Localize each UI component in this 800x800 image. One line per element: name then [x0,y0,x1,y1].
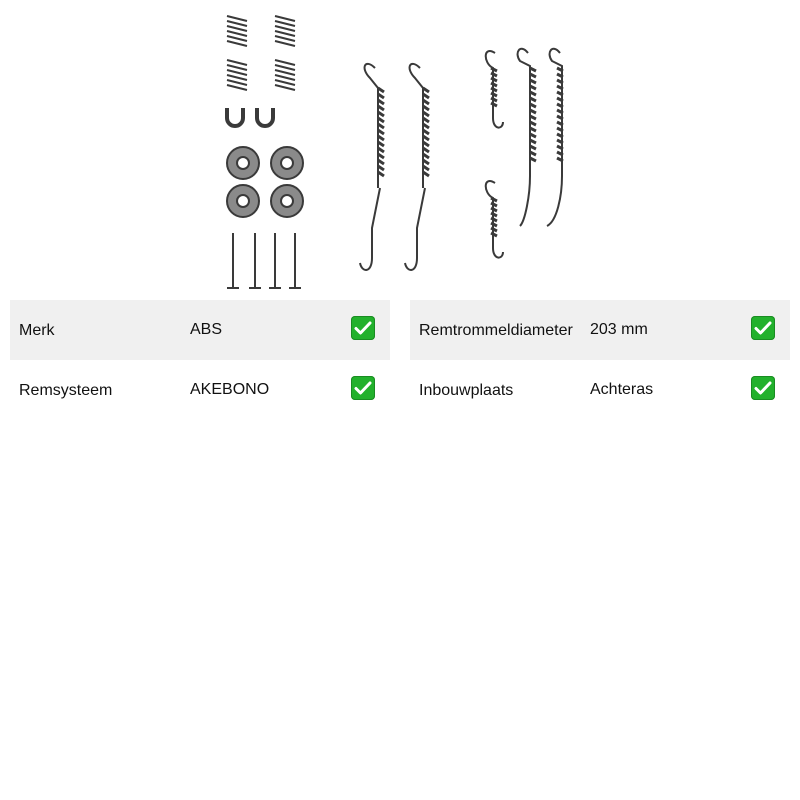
spec-row-inbouwplaats [410,360,790,420]
product-image [215,8,585,293]
spec-label: Remtrommeldiameter [419,322,573,339]
spec-row-remtrommeldiameter [410,300,790,360]
clip-icon [227,108,243,126]
hook-spring-icon [547,49,563,226]
washer-icon [227,147,259,179]
small-spring-icon [227,16,247,46]
pin-icon [289,233,301,288]
clip-icon [257,108,273,126]
small-spring-icon [275,60,295,90]
hook-spring-icon [486,51,503,128]
hook-spring-icon [518,49,536,226]
washer-icon [271,185,303,217]
long-spring-icon [405,64,429,270]
spec-table [10,300,790,420]
spec-value: Achteras [590,381,654,398]
spec-label: Merk [19,322,55,339]
check-icon [351,376,375,400]
spec-value: ABS [190,321,223,338]
pin-icon [227,233,239,288]
washer-icon [227,185,259,217]
check-icon [751,376,775,400]
spec-value: AKEBONO [190,381,270,398]
long-spring-icon [360,64,384,270]
spec-label: Inbouwplaats [419,382,514,399]
washer-icon [271,147,303,179]
spec-value: 203 mm [590,321,648,338]
spec-row-remsysteem [10,360,390,420]
small-spring-icon [275,16,295,46]
check-icon [751,316,775,340]
pin-icon [269,233,281,288]
spec-row-merk [10,300,390,360]
spec-label: Remsysteem [19,382,113,399]
pin-icon [249,233,261,288]
hook-spring-icon [486,181,503,258]
check-icon [351,316,375,340]
small-spring-icon [227,60,247,90]
